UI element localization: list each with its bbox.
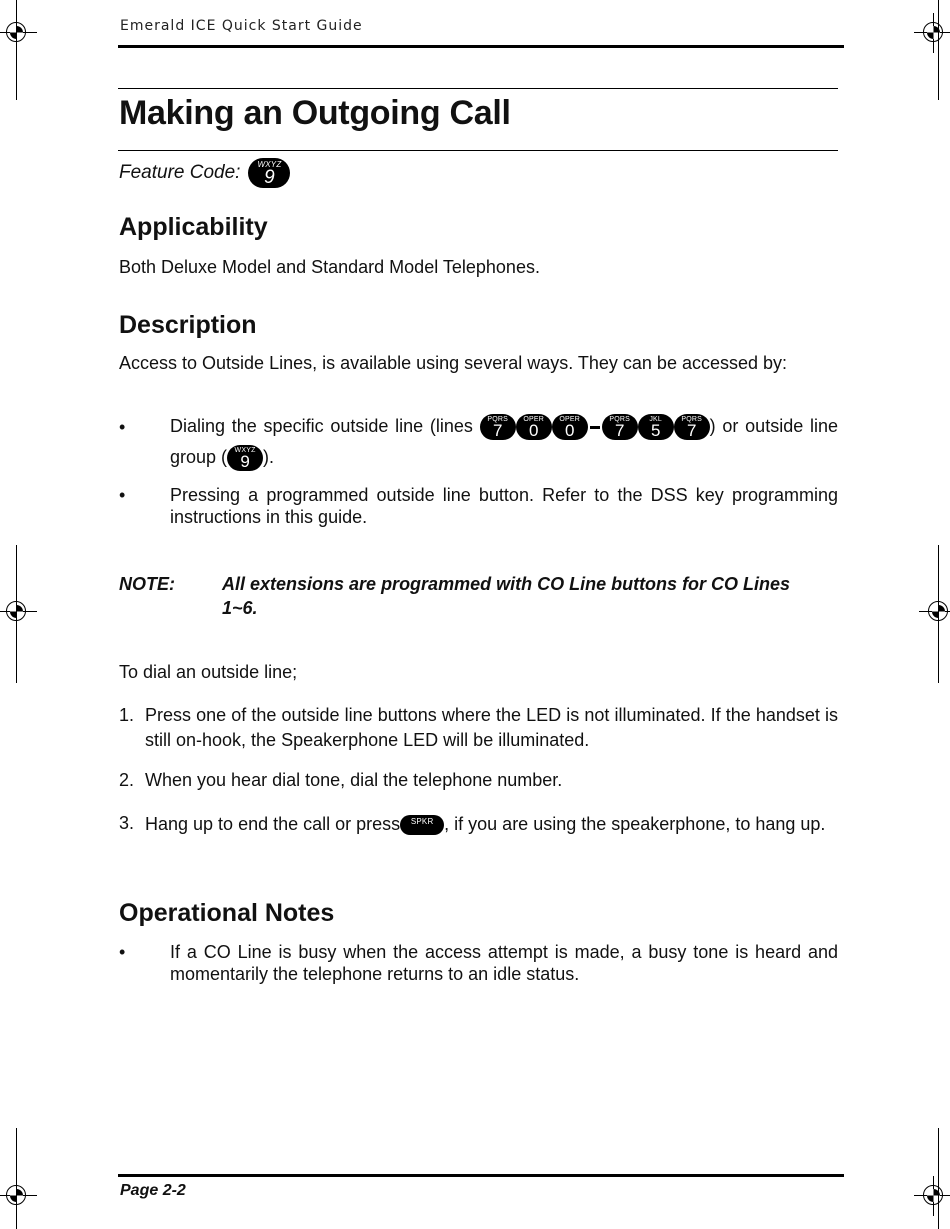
footer-rule (118, 1174, 844, 1177)
registration-mark-mid-left (0, 592, 37, 632)
bullet-icon: • (119, 485, 126, 505)
feature-code-label: Feature Code: (119, 162, 241, 183)
speaker-key-icon: SPKR (400, 815, 444, 835)
note-text: All extensions are programmed with CO Line buttons for CO Lines 1~6. (222, 574, 791, 618)
title-rule-top (118, 88, 838, 89)
registration-mark-bottom-left (0, 1176, 37, 1216)
header-rule (118, 45, 844, 48)
step-text: Hang up to end the call or press SPKR , if you are using the speakerphone, to hang up. (145, 814, 826, 834)
crop-tick (938, 545, 939, 683)
step-text: Press one of the outside line buttons where the LED is not illuminated. If the handset is still on-hook, the Speakerphone LED will be illuminated. (145, 705, 838, 750)
range-dash (590, 426, 600, 429)
registration-mark-mid-right (919, 592, 950, 632)
feature-code (119, 158, 290, 188)
step-text: When you hear dial tone, dial the telephone number. (145, 770, 563, 790)
section-heading-description: Description (119, 311, 257, 339)
registration-mark-top-left (0, 13, 37, 53)
running-header: Emerald ICE Quick Start Guide (120, 18, 363, 34)
key-7-icon: PQRS 7 (602, 414, 638, 440)
bullet-text: If a CO Line is busy when the access attempt is made, a busy tone is heard and momentarily the telephone returns to an idle status. (170, 942, 838, 984)
note-label: NOTE: (119, 574, 175, 594)
key-7-icon: PQRS 7 (480, 414, 516, 440)
bullet-icon: • (119, 942, 126, 962)
step-number: 3. (119, 813, 135, 833)
step-number: 1. (119, 705, 135, 725)
crop-tick (16, 1128, 17, 1229)
key-7-icon: PQRS 7 (674, 414, 710, 440)
registration-mark-top-right (914, 13, 950, 53)
page-number: Page 2-2 (120, 1182, 186, 1199)
crop-tick (16, 0, 17, 100)
applicability-text: Both Deluxe Model and Standard Model Telephones. (119, 257, 540, 277)
title-rule-bottom (118, 150, 838, 151)
key-0-icon: OPER 0 (552, 414, 588, 440)
key-9-icon: WXYZ 9 (227, 445, 263, 471)
bullet-text: Dialing the specific outside line (lines PQRS 7 OPER 0 OPER 0 PQRS 7 JKL 5 PQRS 7 ) or outside line group ( WXYZ 9 ). (170, 416, 838, 472)
page-title: Making an Outgoing Call (119, 94, 511, 132)
crop-tick (16, 545, 17, 683)
dial-intro: To dial an outside line; (119, 662, 298, 682)
crop-tick (938, 0, 939, 100)
section-heading-applicability: Applicability (119, 213, 268, 241)
key-9-icon: WXYZ 9 (248, 158, 290, 188)
key-0-icon: OPER 0 (516, 414, 552, 440)
crop-tick (938, 1128, 939, 1229)
step-number: 2. (119, 770, 135, 790)
registration-mark-bottom-right (914, 1176, 950, 1216)
bullet-icon: • (119, 417, 126, 437)
key-5-icon: JKL 5 (638, 414, 674, 440)
section-heading-operational-notes: Operational Notes (119, 899, 335, 927)
description-intro: Access to Outside Lines, is available using several ways. They can be accessed by: (119, 353, 788, 373)
bullet-text: Pressing a programmed outside line button. Refer to the DSS key programming instructions in this guide. (170, 485, 838, 527)
